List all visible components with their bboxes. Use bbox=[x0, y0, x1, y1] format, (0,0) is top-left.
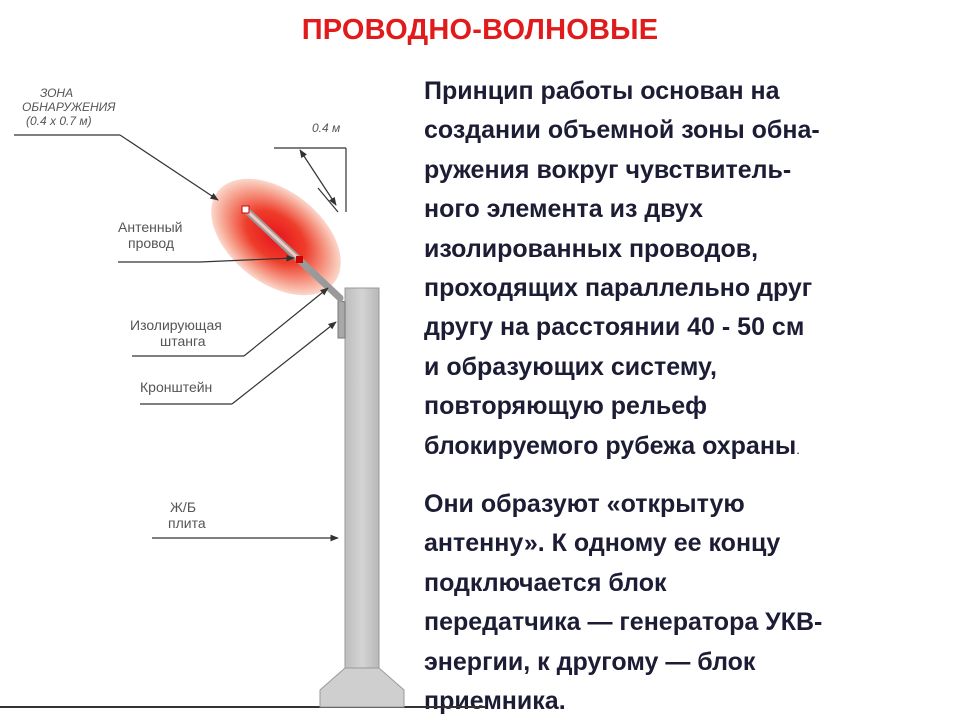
antenna-end-marker bbox=[242, 206, 249, 213]
text-line: повторяющую рельеф bbox=[424, 392, 707, 421]
antenna-label-line: Антенный bbox=[118, 219, 183, 235]
concrete-post bbox=[320, 288, 404, 707]
text-line: энергии, к другому — блок bbox=[424, 647, 756, 676]
text-line: ного элемента из двух bbox=[424, 195, 704, 224]
trailing-period: . bbox=[796, 441, 800, 457]
text-line: антенну». К одному ее концу bbox=[424, 529, 781, 558]
page-title: ПРОВОДНО-ВОЛНОВЫЕ bbox=[301, 14, 659, 46]
antenna-end-marker bbox=[296, 256, 303, 263]
zone-leader-arrow bbox=[120, 135, 218, 200]
text-line: подключается блок bbox=[424, 568, 667, 597]
text-line: изолированных проводов, bbox=[424, 234, 759, 263]
bracket bbox=[338, 300, 345, 338]
text-line: приемника. bbox=[424, 687, 566, 716]
text-line: Они образуют «открытую bbox=[424, 490, 745, 519]
rod-label-line: штанга bbox=[160, 333, 206, 349]
text-line: Принцип работы основан на bbox=[424, 77, 780, 105]
text-line: и образующих систему, bbox=[424, 352, 718, 381]
zone-label-line: ЗОНА bbox=[40, 86, 74, 100]
text-line: другу на расстоянии 40 - 50 см bbox=[424, 313, 805, 342]
text-line: создании объемной зоны обна- bbox=[424, 116, 820, 145]
bracket-label: Кронштейн bbox=[140, 379, 213, 395]
zone-label bbox=[22, 86, 116, 128]
text-line: ружения вокруг чувствитель- bbox=[424, 155, 792, 184]
dimension-label: 0.4 м bbox=[312, 121, 341, 135]
text-line-content: блокируемого рубежа охраны bbox=[424, 431, 797, 460]
bracket-leader-arrow bbox=[232, 322, 336, 404]
antenna-label-line: провод bbox=[128, 235, 175, 251]
slab-label-line: Ж/Б bbox=[170, 499, 197, 515]
text-line: проходящих параллельно друг bbox=[424, 274, 813, 303]
zone-label-line: (0.4 x 0.7 м) bbox=[26, 114, 92, 128]
text-line: передатчика — генератора УКВ- bbox=[424, 608, 823, 637]
zone-label-line: ОБНАРУЖЕНИЯ bbox=[22, 100, 116, 114]
rod-label-line: Изолирующая bbox=[130, 317, 222, 333]
rod-leader-arrow bbox=[244, 288, 328, 356]
slab-label-line: плита bbox=[168, 515, 206, 531]
